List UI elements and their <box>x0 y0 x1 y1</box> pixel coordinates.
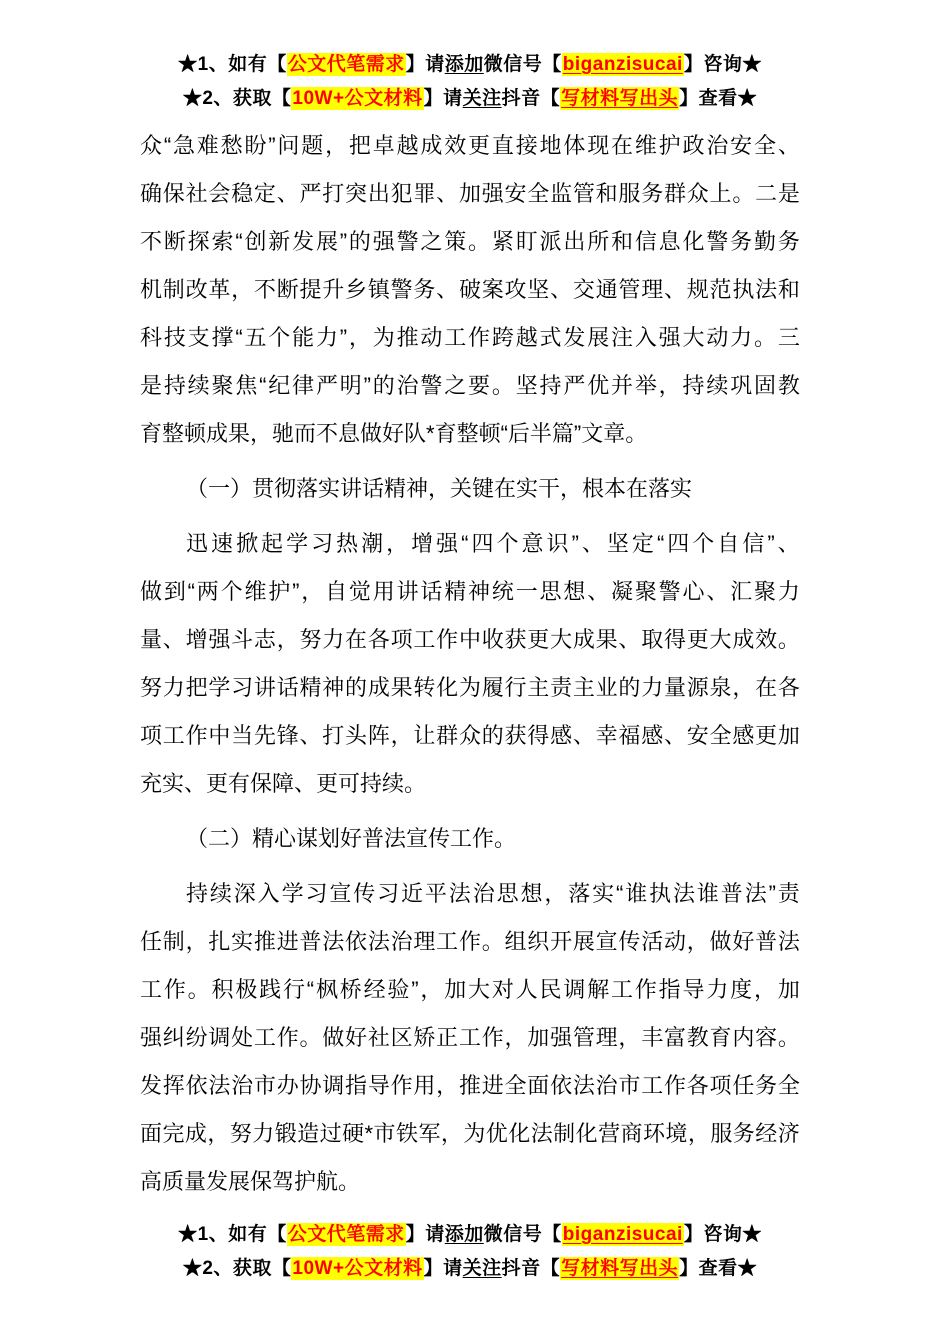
promo-text: 抖音【 <box>501 88 561 109</box>
text-line: 充实、更有保障、更可持续。 <box>140 771 427 796</box>
paragraph <box>140 520 800 808</box>
section-heading <box>140 465 800 513</box>
promo-footer <box>140 1218 800 1286</box>
promo-highlight-text: biganzisucai <box>562 1224 683 1245</box>
text-line: 科 技 支 撑 “ 五 个 能 力 ” ， 为 推 动 工 作 跨 越 式 发 展 注 入 强 大 动 力 。 三 <box>140 325 800 350</box>
promo-highlight-text: 10W+公文材料 <box>292 88 423 109</box>
text-line: 不 断 探 索 “ 创 新 发 展 ” 的 强 警 之 策 。 紧 盯 派 出 所 和 信 息 化 警 务 勤 务 <box>140 229 800 254</box>
promo-line <box>140 1252 800 1286</box>
text-line: 工 作 。 积 极 践 行 “ 枫 桥 经 验 ” ， 加 大 对 人 民 调 解 工 作 指 导 力 度 ， 加 <box>140 977 800 1002</box>
promo-text: ★1、如有【 <box>178 54 287 75</box>
promo-text: 】请 <box>405 1224 445 1245</box>
text-line: （二）精心谋划好普法宣传工作。 <box>186 826 517 851</box>
promo-highlight-text: biganzisucai <box>562 54 683 75</box>
promo-highlight-text: 公文代笔需求 <box>287 1224 405 1245</box>
text-line: 努 力 把 学 习 讲 话 精 神 的 成 果 转 化 为 履 行 主 责 主 业 的 力 量 源 泉 ， 在 各 <box>140 675 800 700</box>
paragraph <box>140 870 800 1206</box>
promo-text: 】咨询★ <box>683 54 762 75</box>
promo-text: 】请 <box>423 88 463 109</box>
promo-text: 】请 <box>405 54 445 75</box>
promo-text: 关注 <box>462 88 502 109</box>
paragraph <box>140 122 800 458</box>
promo-highlight-text: 写材料写出头 <box>561 88 679 109</box>
promo-text: 】咨询★ <box>683 1224 762 1245</box>
text-line: 众 “ 急 难 愁 盼 ” 问 题 ， 把 卓 越 成 效 更 直 接 地 体 现 在 维 护 政 治 安 全 、 <box>140 133 800 158</box>
promo-text: 关注 <box>462 1258 502 1279</box>
text-line: 发 挥 依 法 治 市 办 协 调 指 导 作 用 ， 推 进 全 面 依 法 治 市 工 作 各 项 任 务 全 <box>140 1073 800 1098</box>
promo-text: 添加 <box>444 54 484 75</box>
promo-text: 添加 <box>444 1224 484 1245</box>
promo-text: ★1、如有【 <box>178 1224 287 1245</box>
text-line: （一）贯彻落实讲话精神，关键在实干，根本在落实 <box>186 476 693 501</box>
text-line: 项 工 作 中 当 先 锋 、 打 头 阵 ， 让 群 众 的 获 得 感 、 幸 福 感 、 安 全 感 更 加 <box>140 723 800 748</box>
promo-text: 微信号【 <box>483 1224 562 1245</box>
text-line: 迅 速 掀 起 学 习 热 潮 ， 增 强 “ 四 个 意 识 ” 、 坚 定 “ 四 个 自 信 ” 、 <box>186 531 800 556</box>
promo-header <box>140 48 800 116</box>
promo-text: 】查看★ <box>679 1258 758 1279</box>
promo-text: 】查看★ <box>679 88 758 109</box>
promo-text: 微信号【 <box>483 54 562 75</box>
text-line: 任 制 ， 扎 实 推 进 普 法 依 法 治 理 工 作 。 组 织 开 展 宣 传 活 动 ， 做 好 普 法 <box>140 929 800 954</box>
text-line: 持 续 深 入 学 习 宣 传 习 近 平 法 治 思 想 ， 落 实 “ 谁 执 法 谁 普 法 ” 责 <box>186 881 800 906</box>
promo-text: 】请 <box>423 1258 463 1279</box>
promo-highlight-text: 10W+公文材料 <box>292 1258 423 1279</box>
promo-line <box>140 48 800 82</box>
text-line: 面 完 成 ， 努 力 锻 造 过 硬 * 市 铁 军 ， 为 优 化 法 制 化 营 商 环 境 ， 服 务 经 济 <box>140 1121 800 1146</box>
text-line: 高质量发展保驾护航。 <box>140 1169 361 1194</box>
promo-line <box>140 1218 800 1252</box>
text-line: 强 纠 纷 调 处 工 作 。 做 好 社 区 矫 正 工 作 ， 加 强 管 理 ， 丰 富 教 育 内 容 。 <box>140 1025 800 1050</box>
section-heading <box>140 815 800 863</box>
text-line: 机 制 改 革 ， 不 断 提 升 乡 镇 警 务 、 破 案 攻 坚 、 交 通 管 理 、 规 范 执 法 和 <box>140 277 800 302</box>
document-body <box>140 122 800 1206</box>
promo-highlight-text: 公文代笔需求 <box>287 54 405 75</box>
text-line: 做 到 “ 两 个 维 护 ” ， 自 觉 用 讲 话 精 神 统 一 思 想 、 凝 聚 警 心 、 汇 聚 力 <box>140 579 800 604</box>
promo-text: ★2、获取【 <box>182 1258 292 1279</box>
text-line: 量 、 增 强 斗 志 ， 努 力 在 各 项 工 作 中 收 获 更 大 成 果 、 取 得 更 大 成 效 。 <box>140 627 800 652</box>
text-line: 确 保 社 会 稳 定 、 严 打 突 出 犯 罪 、 加 强 安 全 监 管 和 服 务 群 众 上 。 二 是 <box>140 181 800 206</box>
promo-text: ★2、获取【 <box>182 88 292 109</box>
text-line: 育整顿成果，驰而不息做好队*育整顿“后半篇”文章。 <box>140 421 648 446</box>
promo-line <box>140 82 800 116</box>
promo-highlight-text: 写材料写出头 <box>561 1258 679 1279</box>
text-line: 是 持 续 聚 焦 “ 纪 律 严 明 ” 的 治 警 之 要 。 坚 持 严 优 并 举 ， 持 续 巩 固 教 <box>140 373 800 398</box>
promo-text: 抖音【 <box>501 1258 561 1279</box>
